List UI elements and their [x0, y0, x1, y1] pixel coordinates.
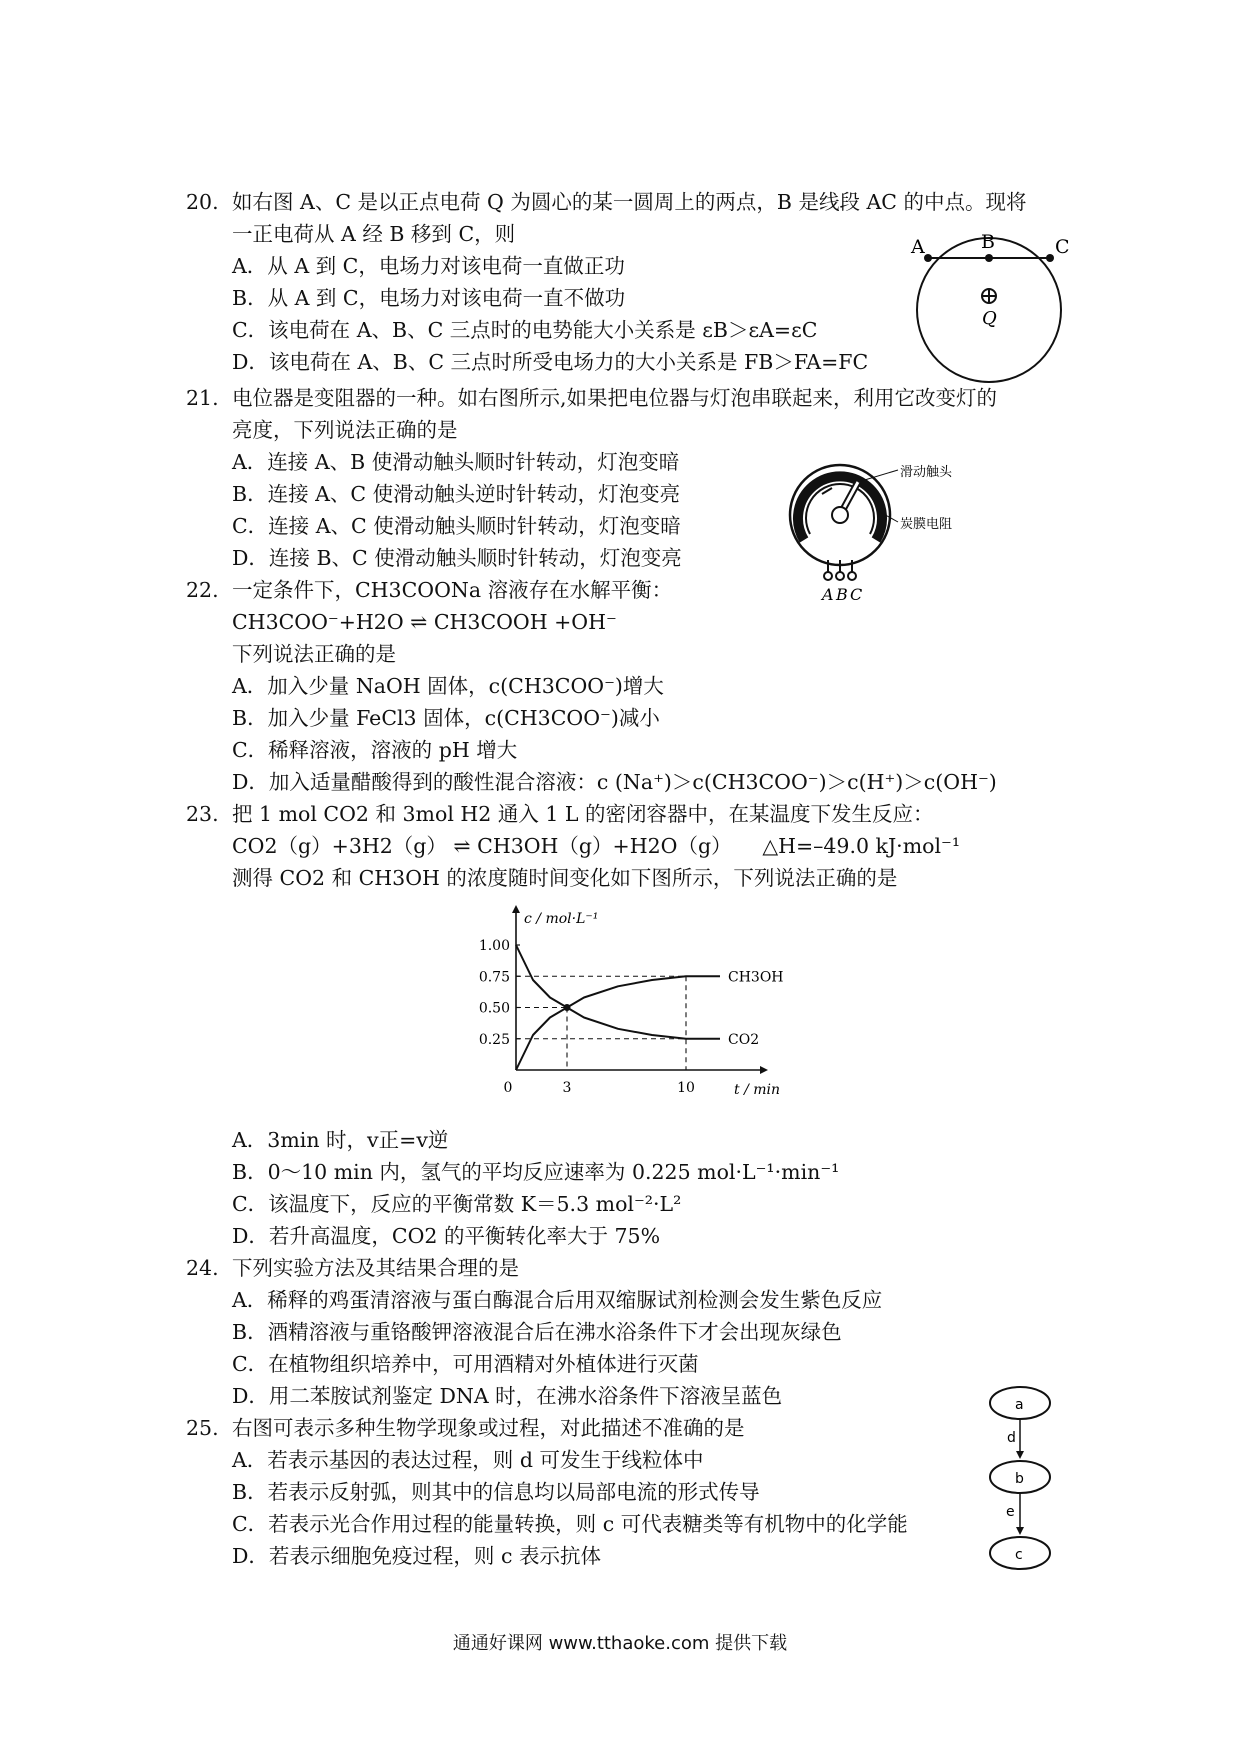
q22-option-b: B．加入少量 FeCl3 固体，c(CH3COO⁻)减小 — [232, 706, 660, 730]
q24-option-a: A．稀释的鸡蛋清溶液与蛋白酶混合后用双缩脲试剂检测会发生紫色反应 — [232, 1288, 883, 1312]
y-tick-label: 0.75 — [478, 969, 510, 986]
q21-option-b: B．连接 A、C 使滑动触头逆时针转动，灯泡变亮 — [232, 482, 681, 506]
q25-label-a: a — [1015, 1397, 1024, 1413]
q24-option-d: D．用二苯胺试剂鉴定 DNA 时，在沸水浴条件下溶液呈蓝色 — [232, 1384, 783, 1408]
q21-option-d: D．连接 B、C 使滑动触头顺时针转动，灯泡变亮 — [232, 546, 682, 570]
q22-stem-line1: 一定条件下，CH3COONa 溶液存在水解平衡： — [232, 578, 673, 602]
y-tick-label: 0.50 — [478, 1000, 510, 1017]
q20-stem-line2: 一正电荷从 A 经 B 移到 C，则 — [232, 222, 516, 246]
series-line-1 — [516, 945, 720, 1039]
q22-stem-line2: 下列说法正确的是 — [232, 642, 396, 666]
q22-equation: CH3COO⁻+H2O ⇌ CH3COOH +OH⁻ — [232, 610, 617, 634]
series-line-0 — [516, 976, 720, 1070]
q20-label-a: A — [911, 236, 925, 258]
intersection-point — [564, 1004, 571, 1011]
q25-stem: 右图可表示多种生物学现象或过程，对此描述不准确的是 — [232, 1416, 745, 1440]
q20-option-a: A．从 A 到 C，电场力对该电荷一直做正功 — [232, 254, 625, 278]
q20-stem-line1: 如右图 A、C 是以正点电荷 Q 为圆心的某一圆周上的两点，B 是线段 AC 的中点。现将 — [232, 190, 1027, 214]
q20-label-b: B — [981, 231, 995, 253]
q25-number: 25. — [186, 1416, 219, 1440]
x-axis-arrow-icon — [760, 1066, 768, 1074]
y-axis-label: c / mol·L⁻¹ — [524, 911, 599, 927]
series-label-1: CO2 — [728, 1031, 760, 1048]
q23-option-a: A．3min 时，v正=v逆 — [232, 1128, 449, 1152]
q25-label-d: d — [1007, 1430, 1016, 1446]
q25-option-c: C．若表示光合作用过程的能量转换，则 c 可代表糖类等有机物中的化学能 — [232, 1512, 908, 1536]
q20-label-c: C — [1055, 236, 1070, 258]
q21-label-b: B — [836, 585, 848, 604]
q21-label-c: C — [850, 585, 863, 604]
q21-option-c: C．连接 A、C 使滑动触头顺时针转动，灯泡变暗 — [232, 514, 681, 538]
q25-option-d: D．若表示细胞免疫过程，则 c 表示抗体 — [232, 1544, 601, 1568]
q24-stem: 下列实验方法及其结果合理的是 — [232, 1256, 519, 1280]
q25-label-b: b — [1015, 1471, 1024, 1487]
q25-option-a: A．若表示基因的表达过程，则 d 可发生于线粒体中 — [232, 1448, 704, 1472]
q22-option-a: A．加入少量 NaOH 固体，c(CH3COO⁻)增大 — [232, 674, 664, 698]
q21-potentiometer-figure — [780, 460, 1010, 610]
y-tick-label: 1.00 — [478, 938, 510, 954]
q23-stem-line1: 把 1 mol CO2 和 3mol H2 通入 1 L 的密闭容器中，在某温度下发生反应： — [232, 802, 934, 826]
q20-point-a — [924, 254, 932, 262]
q24-option-c: C．在植物组织培养中，可用酒精对外植体进行灭菌 — [232, 1352, 699, 1376]
page-footer: 通通好课网 www.tthaoke.com 提供下载 — [452, 1633, 788, 1654]
q20-option-c: C．该电荷在 A、B、C 三点时的电势能大小关系是 εB＞εA=εC — [232, 318, 818, 342]
y-tick-label: 0.25 — [478, 1031, 510, 1048]
q25-label-c: c — [1015, 1547, 1023, 1563]
q21-number: 21. — [186, 386, 219, 410]
q21-label-film: 炭膜电阻 — [900, 517, 953, 532]
q20-option-d: D．该电荷在 A、B、C 三点时所受电场力的大小关系是 FB＞FA=FC — [232, 350, 869, 374]
q24-number: 24. — [186, 1256, 219, 1280]
x-tick-label: 10 — [677, 1080, 695, 1096]
q25-option-b: B．若表示反射弧，则其中的信息均以局部电流的形式传导 — [232, 1480, 760, 1504]
x-tick-label: 3 — [562, 1080, 572, 1096]
q25-flow-figure — [975, 1385, 1065, 1600]
x-tick-label: 0 — [503, 1080, 513, 1096]
q22-number: 22. — [186, 578, 219, 602]
q23-equation: CO2（g）+3H2（g） ⇌ CH3OH（g）+H2O（g） △H=–49.0 kJ·mol⁻¹ — [232, 834, 961, 858]
q20-number: 20. — [186, 190, 219, 214]
q24-option-b: B．酒精溶液与重铬酸钾溶液混合后在沸水浴条件下才会出现灰绿色 — [232, 1320, 842, 1344]
q21-stem-line2: 亮度，下列说法正确的是 — [232, 418, 458, 442]
q21-stem-line1: 电位器是变阻器的一种。如右图所示,如果把电位器与灯泡串联起来，利用它改变灯的 — [232, 386, 998, 410]
q23-concentration-chart — [470, 905, 784, 1100]
x-axis-label: t / min — [734, 1082, 781, 1098]
q23-option-d: D．若升高温度，CO2 的平衡转化率大于 75% — [232, 1224, 661, 1248]
q21-option-a: A．连接 A、B 使滑动触头顺时针转动，灯泡变暗 — [232, 450, 680, 474]
q22-option-c: C．稀释溶液，溶液的 pH 增大 — [232, 738, 518, 762]
q23-number: 23. — [186, 802, 219, 826]
q21-label-slider: 滑动触头 — [900, 465, 953, 480]
q23-option-b: B．0～10 min 内，氢气的平均反应速率为 0.225 mol·L⁻¹·min⁻¹ — [232, 1160, 840, 1184]
q20-option-b: B．从 A 到 C，电场力对该电荷一直不做功 — [232, 286, 626, 310]
q21-label-a: A — [822, 585, 834, 604]
y-axis-arrow-icon — [512, 905, 520, 913]
q25-arrow-e-icon — [1016, 1527, 1024, 1535]
q23-stem-line2: 测得 CO2 和 CH3OH 的浓度随时间变化如下图所示，下列说法正确的是 — [232, 866, 898, 890]
q20-point-c — [1046, 254, 1054, 262]
series-label-0: CH3OH — [728, 969, 784, 986]
q20-label-q: Q — [982, 308, 997, 329]
q25-arrow-d-icon — [1016, 1451, 1024, 1459]
q23-option-c: C．该温度下，反应的平衡常数 K＝5.3 mol⁻²·L² — [232, 1192, 682, 1216]
q25-label-e: e — [1006, 1504, 1015, 1520]
q20-circle-figure — [905, 228, 1075, 388]
q22-option-d: D．加入适量醋酸得到的酸性混合溶液：c (Na⁺)＞c(CH3COO⁻)＞c(H⁺)＞c(OH⁻) — [232, 770, 997, 794]
q20-point-b — [985, 254, 993, 262]
